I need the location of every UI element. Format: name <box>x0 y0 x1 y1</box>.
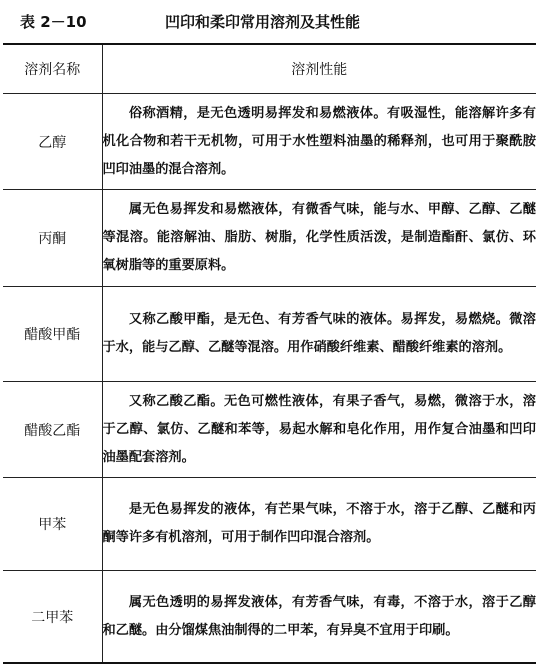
solvent-property-cell <box>102 382 536 478</box>
solvent-property-cell <box>102 287 536 382</box>
solvent-property-cell <box>102 94 536 190</box>
solvent-property-text: 又称乙酸乙酯。无色可燃性液体，有果子香气，易燃，微溶于水，溶于乙醇、氯仿、乙醚和苯等，易起水解和皂化作用，用作复合油墨和凹印油墨配套溶剂。 <box>102 393 536 465</box>
header-solvent-name: 溶剂名称 <box>3 44 102 94</box>
table-row <box>3 287 536 382</box>
solvent-name-cell: 甲苯 <box>3 478 102 571</box>
table-row <box>3 382 536 478</box>
table-caption <box>0 10 539 34</box>
solvent-property-text: 属无色透明的易挥发液体，有芳香气味，有毒，不溶于水，溶于乙醇和乙醚。由分馏煤焦油制得的二甲苯，有异臭不宜用于印刷。 <box>102 594 536 638</box>
table-title: 凹印和柔印常用溶剂及其性能 <box>165 13 361 31</box>
solvent-name-cell: 乙醇 <box>3 94 102 190</box>
solvent-property-text: 属无色易挥发和易燃液体，有微香气味，能与水、甲醇、乙醇、乙醚等混溶。能溶解油、脂肪、树脂，化学性质活泼，是制造酯酐、氯仿、环氧树脂等的重要原料。 <box>102 202 536 273</box>
solvent-property-cell <box>102 190 536 287</box>
solvent-table <box>3 43 536 664</box>
table-row <box>3 190 536 287</box>
header-row <box>3 44 536 94</box>
solvent-property-text: 是无色易挥发的液体，有芒果气味，不溶于水，溶于乙醇、乙醚和丙酮等许多有机溶剂，可用于制作凹印混合溶剂。 <box>102 502 536 545</box>
header-solvent-property: 溶剂性能 <box>102 44 536 94</box>
solvent-property-cell <box>102 571 536 664</box>
solvent-name-cell: 二甲苯 <box>3 571 102 664</box>
table-row <box>3 478 536 571</box>
solvent-name-cell: 丙酮 <box>3 190 102 287</box>
solvent-property-text: 又称乙酸甲酯，是无色、有芳香气味的液体。易挥发，易燃烧。微溶于水，能与乙醇、乙醚等混溶。用作硝酸纤维素、醋酸纤维素的溶剂。 <box>102 312 536 355</box>
solvent-property-text: 俗称酒精，是无色透明易挥发和易燃液体。有吸湿性，能溶解许多有机化合物和若干无机物，可用于水性塑料油墨的稀释剂，也可用于聚酰胺凹印油墨的混合溶剂。 <box>102 105 536 177</box>
table-row <box>3 571 536 664</box>
solvent-name-cell: 醋酸甲酯 <box>3 287 102 382</box>
solvent-property-cell <box>102 478 536 571</box>
solvent-name-cell: 醋酸乙酯 <box>3 382 102 478</box>
table-number: 表 2－10 <box>20 13 87 31</box>
table-row <box>3 94 536 190</box>
